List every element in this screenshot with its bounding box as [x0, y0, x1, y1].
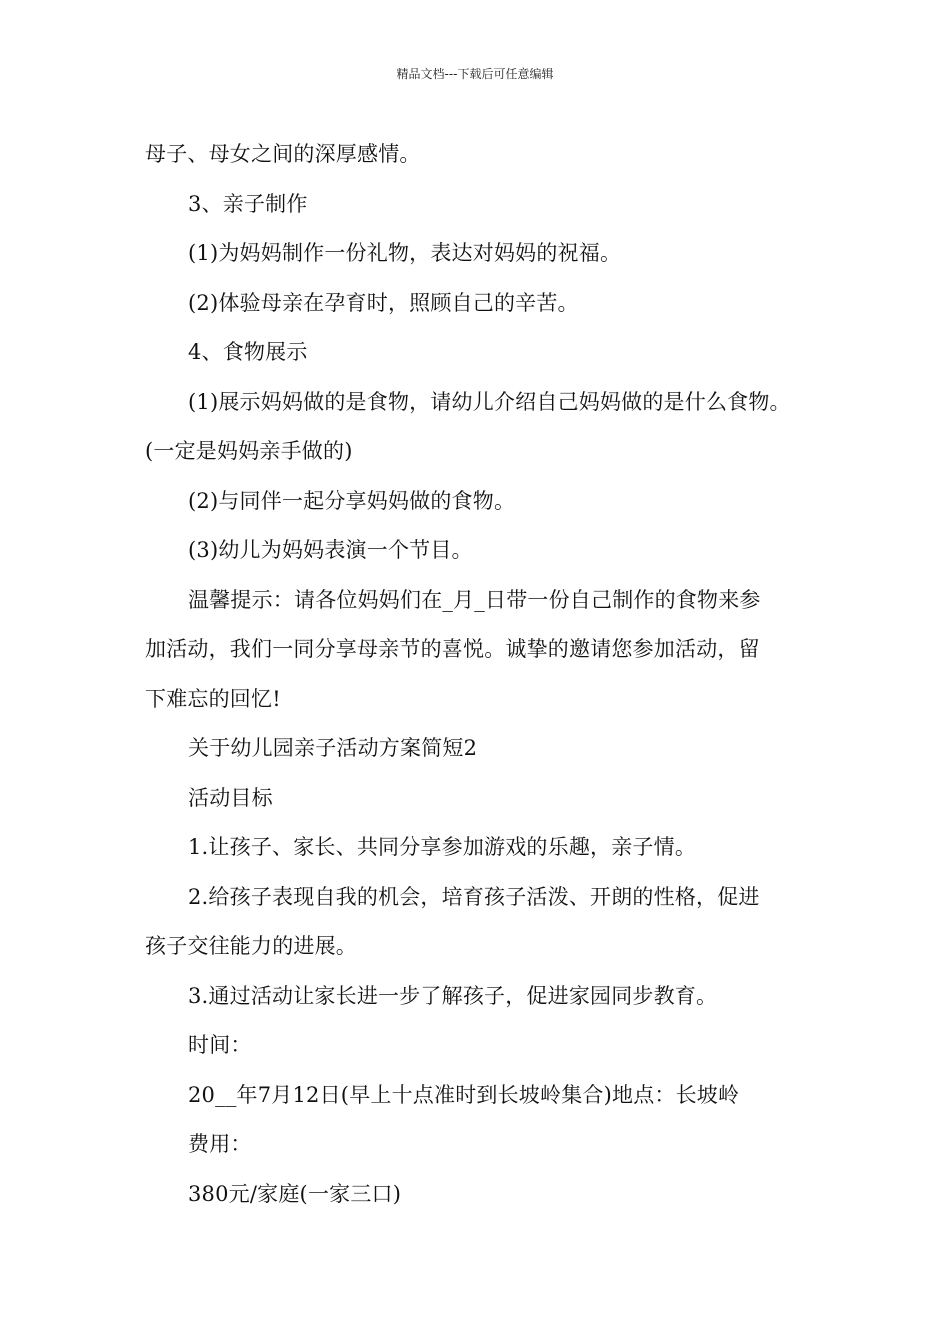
- list-item: 2.给孩子表现自我的机会，培育孩子活泼、开朗的性格，促进: [188, 884, 760, 909]
- document-body: [145, 130, 815, 1219]
- section-heading: 3、亲子制作: [188, 191, 308, 216]
- text-line: (一定是妈妈亲手做的): [145, 439, 353, 463]
- article-title: 关于幼儿园亲子活动方案简短2: [188, 736, 478, 760]
- list-item: 1.让孩子、家长、共同分享参加游戏的乐趣，亲子情。: [188, 835, 697, 859]
- list-item: (2)体验母亲在孕育时，照顾自己的辛苦。: [188, 290, 579, 315]
- list-item: (2)与同伴一起分享妈妈做的食物。: [188, 488, 516, 513]
- text-line: 20__年7月12日(早上十点准时到长坡岭集合)地点：长坡岭: [188, 1082, 740, 1107]
- section-heading: 4、食物展示: [188, 340, 308, 364]
- text-line: 母子、母女之间的深厚感情。: [145, 142, 421, 166]
- text-line: 加活动，我们一同分享母亲节的喜悦。诚挚的邀请您参加活动，留: [145, 637, 760, 661]
- list-item: (1)展示妈妈做的是食物，请幼儿介绍自己妈妈做的是什么食物。: [188, 389, 791, 414]
- text-line: 温馨提示：请各位妈妈们在_月_日带一份自己制作的食物来参: [188, 587, 761, 612]
- list-item: 3.通过活动让家长进一步了解孩子，促进家园同步教育。: [188, 983, 718, 1008]
- list-item: (3)幼儿为妈妈表演一个节目。: [188, 538, 473, 562]
- field-label: 时间：: [188, 1033, 252, 1057]
- page-header: 精品文档---下载后可任意编辑: [396, 67, 554, 81]
- text-line: 下难忘的回忆!: [145, 686, 281, 711]
- list-item: (1)为妈妈制作一份礼物，表达对妈妈的祝福。: [188, 241, 622, 265]
- section-heading: 活动目标: [188, 785, 273, 810]
- field-label: 费用：: [188, 1132, 252, 1156]
- text-line: 孩子交往能力的进展。: [145, 934, 357, 958]
- text-line: 380元/家庭(一家三口): [188, 1181, 402, 1206]
